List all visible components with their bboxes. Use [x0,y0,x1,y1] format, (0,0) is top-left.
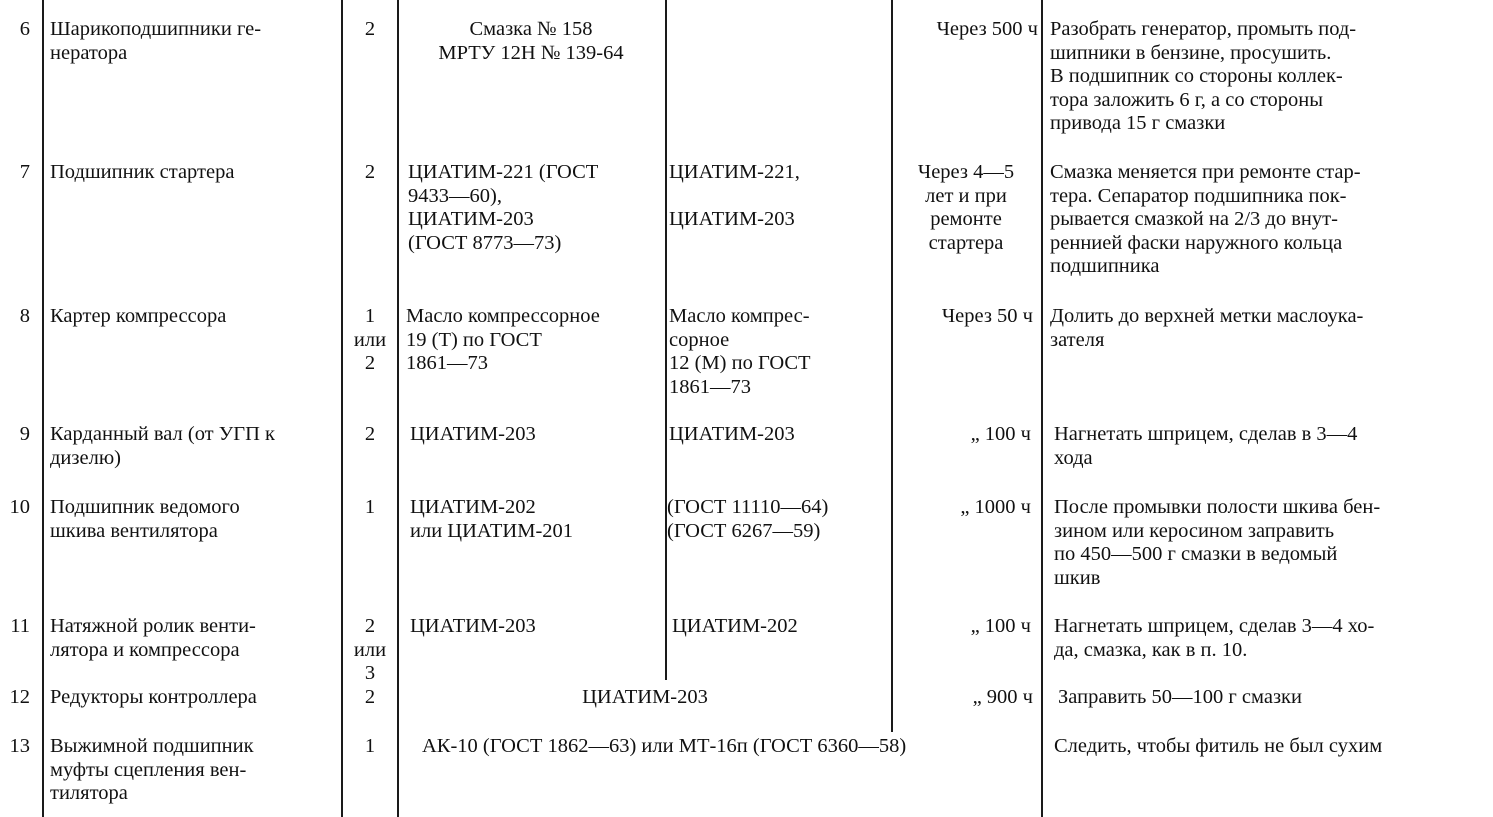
row-number: 12 [9,686,30,708]
quantity: 2 [364,18,376,40]
alt-lubricant: Масло компрес- сорное 12 (М) по ГОСТ 1861—73 [669,305,811,398]
quantity: 1 [364,735,376,757]
main-lubricant: Масло компрессорное 19 (Т) по ГОСТ 1861—73 [406,305,600,375]
quantity: 1 [364,496,376,518]
part-name: Натяжной ролик венти- лятора и компрессора [50,615,256,661]
part-name: Карданный вал (от УГП к дизелю) [50,423,276,469]
quantity: 2 [364,161,376,183]
alt-lubricant: ЦИАТИМ-202 [672,615,798,637]
column-rule-1 [42,0,44,817]
quantity: 2 [364,423,376,445]
service-note: После промывки полости шкива бен- зином или керосином заправить по 450—500 г смазки в ведомый шкив [1054,496,1381,589]
alt-lubricant: ЦИАТИМ-221, ЦИАТИМ-203 [669,161,800,231]
service-note: Разобрать генератор, промыть под- шипники в бензине, просушить. В подшипник со стороны коллек- тора заложить 6 г, а со стороны привода 15 г смазки [1050,18,1357,135]
quantity: 2 или 3 [353,615,387,685]
column-rule-3 [397,0,399,817]
lubricant-merged: ЦИАТИМ-203 [582,686,708,708]
part-name: Выжимной подшипник муфты сцепления вен- тилятора [50,735,254,805]
service-period: „ 100 ч [970,423,1031,445]
service-period: Через 50 ч [941,305,1033,327]
main-lubricant: ЦИАТИМ-203 [410,615,536,637]
service-note: Следить, чтобы фитиль не был сухим [1054,735,1383,757]
service-period: Через 500 ч [936,18,1038,40]
row-number: 9 [19,423,30,445]
row-number: 6 [19,18,30,40]
row-number: 7 [19,161,30,183]
column-rule-2 [341,0,343,817]
row-number: 13 [9,735,30,757]
part-name: Подшипник стартера [50,161,235,183]
column-rule-6 [1041,0,1043,817]
service-period: „ 1000 ч [960,496,1031,518]
main-lubricant: Смазка № 158 МРТУ 12Н № 139-64 [438,18,624,64]
lubricant-merged: АК-10 (ГОСТ 1862—63) или МТ-16п (ГОСТ 6360—58) [422,735,907,757]
service-period: „ 900 ч [972,686,1033,708]
part-name: Подшипник ведомого шкива вентилятора [50,496,240,542]
part-name: Шарикоподшипники ге- нератора [50,18,262,64]
quantity: 1 или 2 [353,305,387,375]
main-lubricant: ЦИАТИМ-203 [410,423,536,445]
row-number: 10 [9,496,30,518]
row-number: 11 [10,615,30,637]
service-period: „ 100 ч [970,615,1031,637]
part-name: Картер компрессора [50,305,227,327]
main-lubricant: ЦИАТИМ-221 (ГОСТ 9433—60), ЦИАТИМ-203 (ГОСТ 8773—73) [408,161,599,254]
alt-lubricant: (ГОСТ 11110—64) (ГОСТ 6267—59) [667,496,829,542]
service-note: Долить до верхней метки маслоука- зателя [1050,305,1364,351]
column-rule-4 [665,0,667,680]
part-name: Редукторы контроллера [50,686,257,708]
alt-lubricant: ЦИАТИМ-203 [669,423,795,445]
row-number: 8 [19,305,30,327]
service-note: Смазка меняется при ремонте стар- тера. Сепаратор подшипника пок- рывается смазкой на 2/3 до внут- реннией фаски наружного кольца подшипника [1050,161,1361,278]
service-note: Нагнетать шприцем, сделав в 3—4 хода [1054,423,1358,469]
main-lubricant: ЦИАТИМ-202 или ЦИАТИМ-201 [410,496,574,542]
quantity: 2 [364,686,376,708]
service-note: Нагнетать шприцем, сделав 3—4 хо- да, смазка, как в п. 10. [1054,615,1375,661]
service-note: Заправить 50—100 г смазки [1058,686,1302,708]
service-period: Через 4—5 лет и при ремонте стартера [917,161,1015,254]
